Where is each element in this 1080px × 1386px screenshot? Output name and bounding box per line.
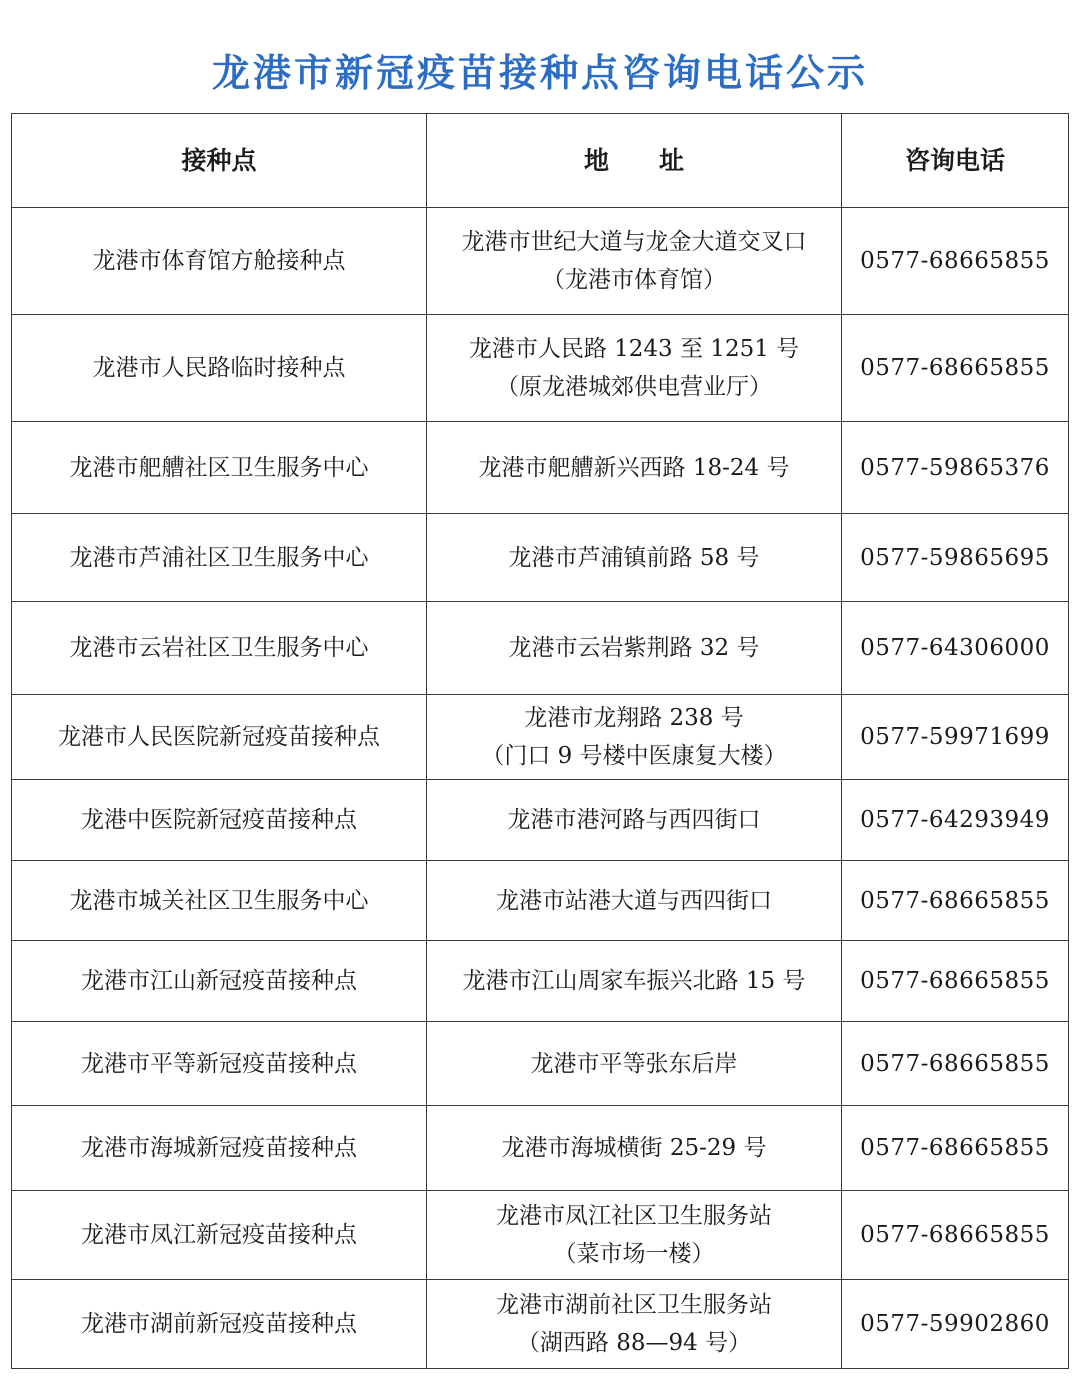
address-line: 龙港市平等张东后岸 bbox=[530, 1050, 738, 1077]
table-row bbox=[12, 1191, 1069, 1280]
address-line: 龙港市舥艚新兴西路 18-24 号 bbox=[478, 454, 790, 481]
table-row bbox=[12, 695, 1069, 780]
address-line: 龙港市凤江社区卫生服务站 bbox=[496, 1203, 772, 1229]
address-line: 龙港市芦浦镇前路 58 号 bbox=[508, 544, 760, 571]
address-cell bbox=[427, 861, 842, 941]
table-row bbox=[12, 208, 1069, 315]
address-cell bbox=[427, 208, 842, 315]
phone-cell: 0577-68665855 bbox=[842, 1191, 1069, 1280]
phone-cell: 0577-68665855 bbox=[842, 941, 1069, 1022]
table-row bbox=[12, 780, 1069, 861]
page-title: 龙港市新冠疫苗接种点咨询电话公示 bbox=[211, 51, 868, 95]
header-phone: 咨询电话 bbox=[842, 114, 1069, 208]
address-cell bbox=[427, 1191, 842, 1280]
address-cell bbox=[427, 422, 842, 514]
phone-cell: 0577-59865695 bbox=[842, 514, 1069, 602]
address-cell bbox=[427, 1022, 842, 1106]
site-cell: 龙港市凤江新冠疫苗接种点 bbox=[12, 1191, 427, 1280]
address-cell bbox=[427, 695, 842, 780]
table-row bbox=[12, 1106, 1069, 1191]
site-cell: 龙港中医院新冠疫苗接种点 bbox=[12, 780, 427, 861]
table-header-row bbox=[12, 114, 1069, 208]
address-line: （菜市场一楼） bbox=[553, 1241, 715, 1267]
phone-cell: 0577-59902860 bbox=[842, 1280, 1069, 1369]
site-cell: 龙港市海城新冠疫苗接种点 bbox=[12, 1106, 427, 1191]
address-line: 龙港市湖前社区卫生服务站 bbox=[496, 1292, 772, 1318]
address-cell bbox=[427, 514, 842, 602]
phone-cell: 0577-64306000 bbox=[842, 602, 1069, 695]
address-cell bbox=[427, 1280, 842, 1369]
address-line: （原龙港城郊供电营业厅） bbox=[496, 374, 772, 400]
table-row bbox=[12, 422, 1069, 514]
table-row bbox=[12, 941, 1069, 1022]
address-cell bbox=[427, 315, 842, 422]
address-line: 龙港市江山周家车振兴北路 15 号 bbox=[462, 968, 806, 994]
address-line: 龙港市云岩紫荆路 32 号 bbox=[508, 635, 760, 661]
table-row bbox=[12, 602, 1069, 695]
header-address: 地 址 bbox=[427, 114, 842, 208]
phone-cell: 0577-68665855 bbox=[842, 861, 1069, 941]
site-cell: 龙港市体育馆方舱接种点 bbox=[12, 208, 427, 315]
table-row bbox=[12, 861, 1069, 941]
phone-cell: 0577-68665855 bbox=[842, 1022, 1069, 1106]
address-line: 龙港市海城横街 25-29 号 bbox=[501, 1135, 767, 1161]
phone-cell: 0577-68665855 bbox=[842, 1106, 1069, 1191]
address-line: （门口 9 号楼中医康复大楼） bbox=[481, 743, 787, 769]
site-cell: 龙港市人民路临时接种点 bbox=[12, 315, 427, 422]
table-row bbox=[12, 315, 1069, 422]
address-cell bbox=[427, 1106, 842, 1191]
address-line: 龙港市站港大道与西四街口 bbox=[496, 887, 772, 914]
site-cell: 龙港市舥艚社区卫生服务中心 bbox=[12, 422, 427, 514]
phone-cell: 0577-59865376 bbox=[842, 422, 1069, 514]
address-line: 龙港市人民路 1243 至 1251 号 bbox=[468, 336, 800, 362]
site-cell: 龙港市湖前新冠疫苗接种点 bbox=[12, 1280, 427, 1369]
phone-cell: 0577-68665855 bbox=[842, 315, 1069, 422]
table-row bbox=[12, 1280, 1069, 1369]
address-line: 龙港市港河路与西四街口 bbox=[507, 807, 761, 833]
site-cell: 龙港市云岩社区卫生服务中心 bbox=[12, 602, 427, 695]
address-cell bbox=[427, 941, 842, 1022]
vaccination-sites-table bbox=[11, 113, 1069, 1369]
table-row bbox=[12, 1022, 1069, 1106]
address-line: （湖西路 88—94 号） bbox=[516, 1330, 752, 1356]
site-cell: 龙港市城关社区卫生服务中心 bbox=[12, 861, 427, 941]
site-cell: 龙港市江山新冠疫苗接种点 bbox=[12, 941, 427, 1022]
phone-cell: 0577-64293949 bbox=[842, 780, 1069, 861]
address-cell bbox=[427, 780, 842, 861]
site-cell: 龙港市人民医院新冠疫苗接种点 bbox=[12, 695, 427, 780]
address-line: （龙港市体育馆） bbox=[542, 267, 726, 293]
address-cell bbox=[427, 602, 842, 695]
site-cell: 龙港市芦浦社区卫生服务中心 bbox=[12, 514, 427, 602]
table-row bbox=[12, 514, 1069, 602]
site-cell: 龙港市平等新冠疫苗接种点 bbox=[12, 1022, 427, 1106]
address-line: 龙港市龙翔路 238 号 bbox=[524, 705, 744, 731]
address-line: 龙港市世纪大道与龙金大道交叉口 bbox=[461, 229, 807, 255]
header-site: 接种点 bbox=[12, 114, 427, 208]
phone-cell: 0577-68665855 bbox=[842, 208, 1069, 315]
phone-cell: 0577-59971699 bbox=[842, 695, 1069, 780]
